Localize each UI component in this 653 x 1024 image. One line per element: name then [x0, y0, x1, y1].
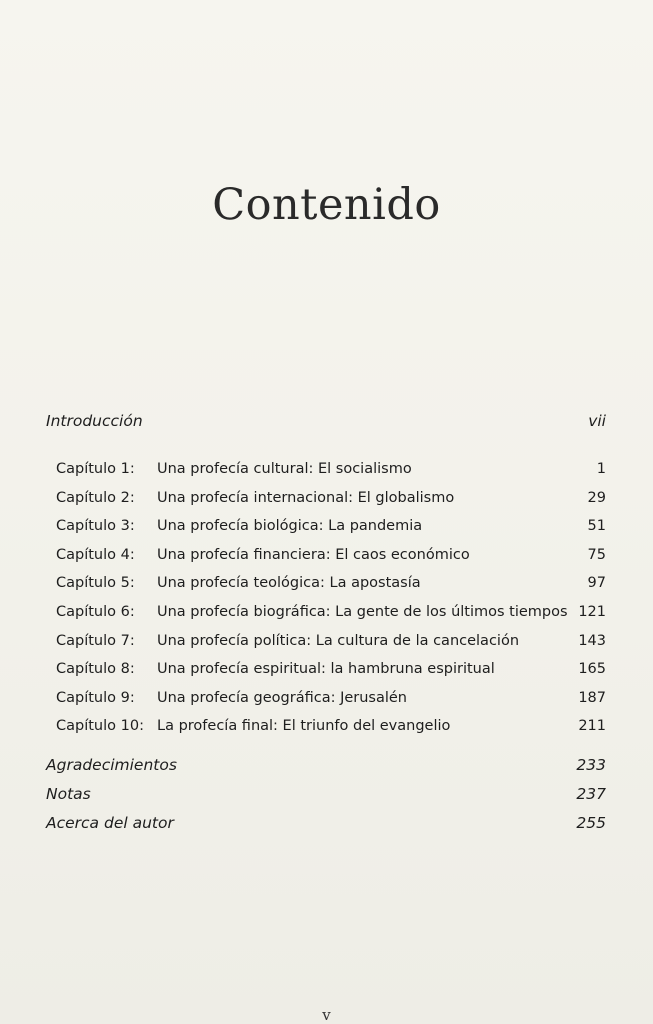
chapter-page: 165 [578, 661, 606, 678]
chapter-number: Capítulo 1: [56, 461, 135, 477]
chapter-page: 187 [578, 689, 606, 706]
chapter-title: Una profecía política: La cultura de la cancelación [157, 632, 520, 649]
chapter-page: 29 [587, 489, 606, 506]
toc-entry-label: Introducción [46, 412, 143, 430]
chapter-title: Una profecía espiritual: la hambruna espiritual [157, 661, 495, 678]
toc-entry-notes [46, 783, 606, 812]
toc-chapter-1 [56, 458, 606, 487]
chapter-title: La profecía final: El triunfo del evangelio [157, 718, 451, 735]
toc-chapter-4 [56, 544, 606, 573]
toc-entry-label: Notas [46, 784, 91, 803]
toc-entry-page: 237 [576, 784, 606, 803]
chapter-title: Una profecía financiera: El caos económico [157, 546, 470, 563]
toc-chapter-6 [56, 601, 606, 630]
chapter-page: 97 [587, 575, 606, 592]
chapter-number: Capítulo 6: [56, 603, 135, 620]
chapter-list [46, 458, 606, 744]
chapter-page: 51 [587, 518, 606, 535]
chapter-title: Una profecía geográfica: Jerusalén [157, 689, 407, 706]
chapter-title: Una profecía teológica: La apostasía [157, 575, 421, 592]
toc-entry-label: Acerca del autor [46, 813, 174, 832]
chapter-title: Una profecía biológica: La pandemia [157, 518, 423, 535]
toc-entry-page: vii [588, 412, 606, 430]
chapter-number: Capítulo 7: [56, 632, 135, 649]
toc-chapter-3 [56, 515, 606, 544]
chapter-number: Capítulo 9: [56, 689, 135, 706]
chapter-number: Capítulo 3: [56, 518, 135, 535]
chapter-page: 211 [578, 718, 606, 735]
toc-chapter-7 [56, 630, 606, 659]
chapter-page: 75 [587, 546, 606, 563]
toc-entry-page: 233 [576, 755, 606, 774]
toc-entry-about-author [46, 812, 606, 841]
toc-entry-acknowledgements [46, 754, 606, 783]
table-of-contents [46, 410, 606, 841]
chapter-page: 121 [578, 603, 606, 620]
chapter-number: Capítulo 8: [56, 661, 135, 678]
chapter-title: Una profecía cultural: El socialismo [157, 461, 412, 477]
toc-entry-label: Agradecimientos [46, 755, 177, 774]
toc-entry-introduction [46, 410, 606, 440]
chapter-number: Capítulo 4: [56, 546, 135, 563]
toc-chapter-2 [56, 487, 606, 516]
toc-entry-page: 255 [576, 813, 606, 832]
chapter-title: Una profecía internacional: El globalismo [157, 489, 455, 506]
chapter-number: Capítulo 5: [56, 575, 135, 592]
chapter-title: Una profecía biográfica: La gente de los últimos tiempos [157, 603, 568, 620]
page-number: v [322, 1006, 331, 1024]
toc-chapter-8 [56, 658, 606, 687]
page-title: Contenido [212, 180, 441, 230]
toc-chapter-10 [56, 715, 606, 744]
back-matter-list [46, 754, 606, 841]
toc-chapter-9 [56, 687, 606, 716]
chapter-page: 1 [596, 461, 606, 477]
chapter-number: Capítulo 10: [56, 718, 144, 735]
chapter-number: Capítulo 2: [56, 489, 135, 506]
toc-chapter-5 [56, 572, 606, 601]
chapter-page: 143 [578, 632, 606, 649]
